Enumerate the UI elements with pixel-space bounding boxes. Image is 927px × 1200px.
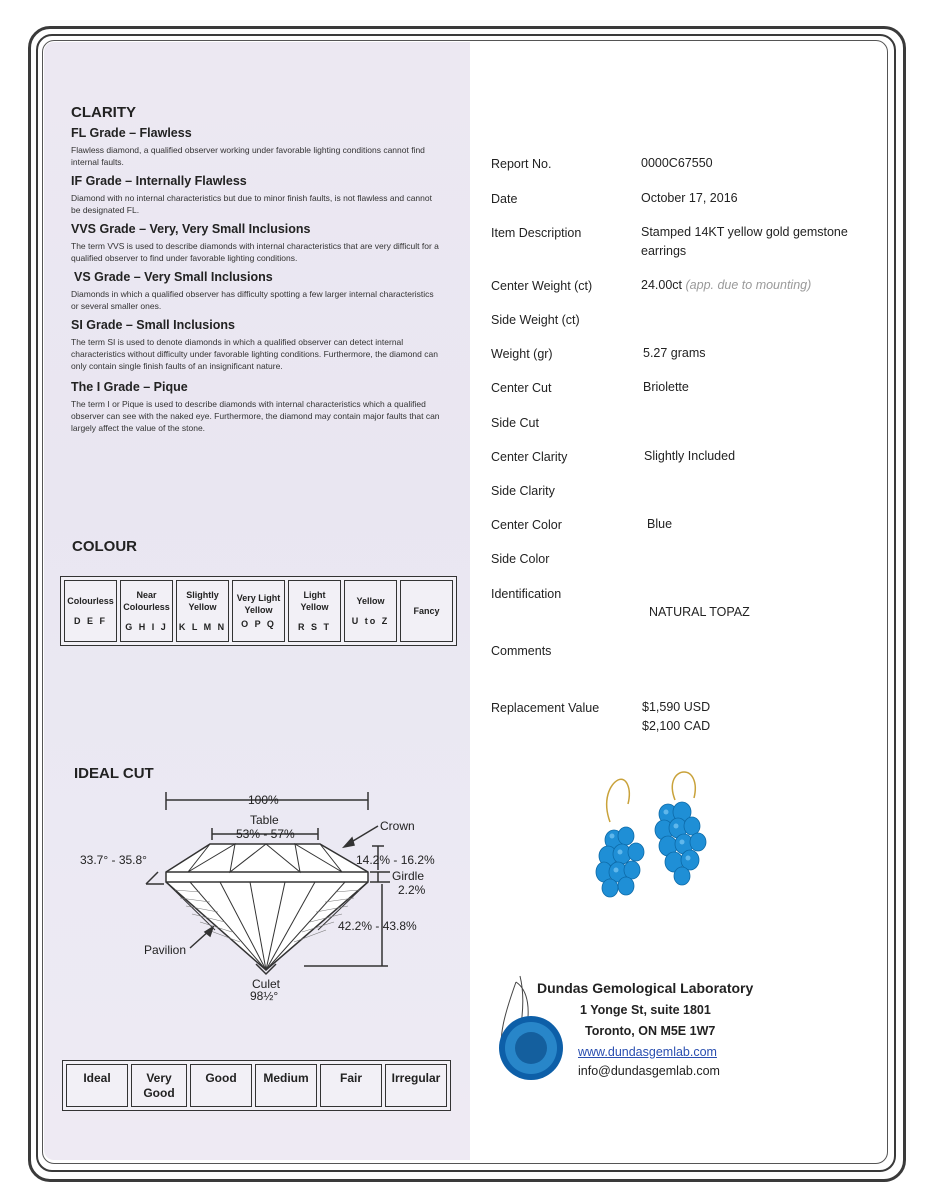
grade-desc-vvs: The term VVS is used to describe diamonds with internal characteristics that are very difficult for a qualified observer to find under favorable lighting conditions. — [71, 241, 439, 263]
grade-desc-fl: Flawless diamond, a qualified observer working under favorable lighting conditions cannot find internal faults. — [71, 145, 425, 167]
lab-address-2: Toronto, ON M5E 1W7 — [585, 1024, 716, 1038]
label-culet-angle: 98½° — [250, 989, 279, 1003]
colour-cell-yellow: Yellow U to Z — [344, 580, 397, 642]
cut-grade-table — [62, 1060, 451, 1111]
colour-cell-light-yellow: Light Yellow R S T — [288, 580, 341, 642]
label-center-weight: Center Weight (ct) — [491, 279, 593, 293]
grade-title-vs: VS Grade – Very Small Inclusions — [74, 270, 273, 284]
diamond-diagram — [60, 780, 460, 1010]
value-weight-gr: 5.27 grams — [643, 346, 706, 360]
label-side-weight: Side Weight (ct) — [491, 313, 580, 327]
grade-title-vvs: VVS Grade – Very, Very Small Inclusions — [71, 222, 311, 236]
cut-grade-good: Good — [190, 1064, 252, 1107]
colour-scale-table — [60, 576, 457, 646]
cut-grade-ideal: Ideal — [66, 1064, 128, 1107]
label-culet: Culet — [252, 977, 281, 991]
lab-email: info@dundasgemlab.com — [578, 1064, 720, 1078]
value-center-weight: 24.00ct (app. due to mounting) — [641, 278, 812, 292]
clarity-heading: CLARITY — [71, 104, 136, 121]
grade-title-if: IF Grade – Internally Flawless — [71, 174, 247, 188]
label-width: 100% — [248, 793, 279, 807]
value-item-description: Stamped 14KT yellow gold gemstone earrings — [641, 225, 848, 258]
label-side-cut: Side Cut — [491, 416, 539, 430]
cut-grade-fair: Fair — [320, 1064, 382, 1107]
label-girdle: Girdle — [392, 869, 425, 883]
colour-cell-slightly-yellow: Slightly Yellow K L M N — [176, 580, 229, 642]
ideal-cut-heading: IDEAL CUT — [74, 765, 154, 782]
label-weight-gr: Weight (gr) — [491, 347, 553, 361]
label-table: Table — [250, 813, 279, 827]
label-side-clarity: Side Clarity — [491, 484, 555, 498]
lab-website-link[interactable]: www.dundasgemlab.com — [578, 1045, 717, 1059]
label-item-description: Item Description — [491, 226, 582, 240]
label-pavilion-depth: 42.2% - 43.8% — [338, 919, 417, 933]
grade-desc-if: Diamond with no internal characteristics but due to minor finish faults, is not flawless and cannot be designated FL. — [71, 193, 432, 215]
cut-grade-very-good: Very Good — [131, 1064, 187, 1107]
value-replacement-cad: $2,100 CAD — [642, 719, 711, 733]
label-replacement-value: Replacement Value — [491, 701, 600, 715]
colour-cell-very-light-yellow: Very Light Yellow O P Q — [232, 580, 285, 642]
label-crown: Crown — [380, 819, 415, 833]
lab-name: Dundas Gemological Laboratory — [537, 980, 754, 996]
label-comments: Comments — [491, 644, 552, 658]
label-crown-angle: 33.7° - 35.8° — [80, 853, 147, 867]
value-center-clarity: Slightly Included — [644, 449, 736, 463]
grade-desc-vs: Diamonds in which a qualified observer has difficulty spotting a few larger internal characteristics or several smaller ones. — [71, 289, 434, 311]
colour-cell-near-colourless: Near Colourless G H I J — [120, 580, 173, 642]
grade-title-si: SI Grade – Small Inclusions — [71, 318, 235, 332]
cut-grade-irregular: Irregular — [385, 1064, 447, 1107]
label-identification: Identification — [491, 587, 562, 601]
value-center-cut: Briolette — [643, 380, 689, 394]
value-center-color: Blue — [647, 517, 673, 531]
colour-heading: COLOUR — [72, 538, 137, 555]
label-center-cut: Center Cut — [491, 381, 552, 395]
value-date: October 17, 2016 — [641, 191, 738, 205]
colour-cell-colourless: Colourless D E F — [64, 580, 117, 642]
value-replacement-usd: $1,590 USD — [642, 700, 711, 714]
center-weight-note: (app. due to mounting) — [685, 278, 812, 292]
cut-grade-medium: Medium — [255, 1064, 317, 1107]
value-identification: NATURAL TOPAZ — [649, 605, 750, 619]
grade-title-fl: FL Grade – Flawless — [71, 126, 192, 140]
label-table-range: 53% - 57% — [236, 827, 295, 841]
label-side-color: Side Color — [491, 552, 550, 566]
value-report-no: 0000C67550 — [641, 156, 713, 170]
grade-desc-si: The term SI is used to denote diamonds in which a qualified observer can detect internal characteristics without difficulty under favorable lighting conditions. Furthermore, the diamond can only contain single finish faults of an insignificant nature. — [71, 337, 438, 371]
label-center-color: Center Color — [491, 518, 562, 532]
label-crown-height: 14.2% - 16.2% — [356, 853, 435, 867]
label-center-clarity: Center Clarity — [491, 450, 568, 464]
label-date: Date — [491, 192, 518, 206]
label-girdle-value: 2.2% — [398, 883, 426, 897]
grade-title-i: The I Grade – Pique — [71, 380, 188, 394]
lab-address-1: 1 Yonge St, suite 1801 — [580, 1003, 711, 1017]
colour-cell-fancy: Fancy — [400, 580, 453, 642]
label-report-no: Report No. — [491, 157, 552, 171]
grade-desc-i: The term I or Pique is used to describe diamonds with internal characteristics which a qualified observer can see with the naked eye. Furthermore, the diamond may contain major faults that can largely affect the value of the stone. — [71, 399, 440, 433]
earrings-photo — [580, 770, 730, 910]
label-pavilion: Pavilion — [144, 943, 187, 957]
